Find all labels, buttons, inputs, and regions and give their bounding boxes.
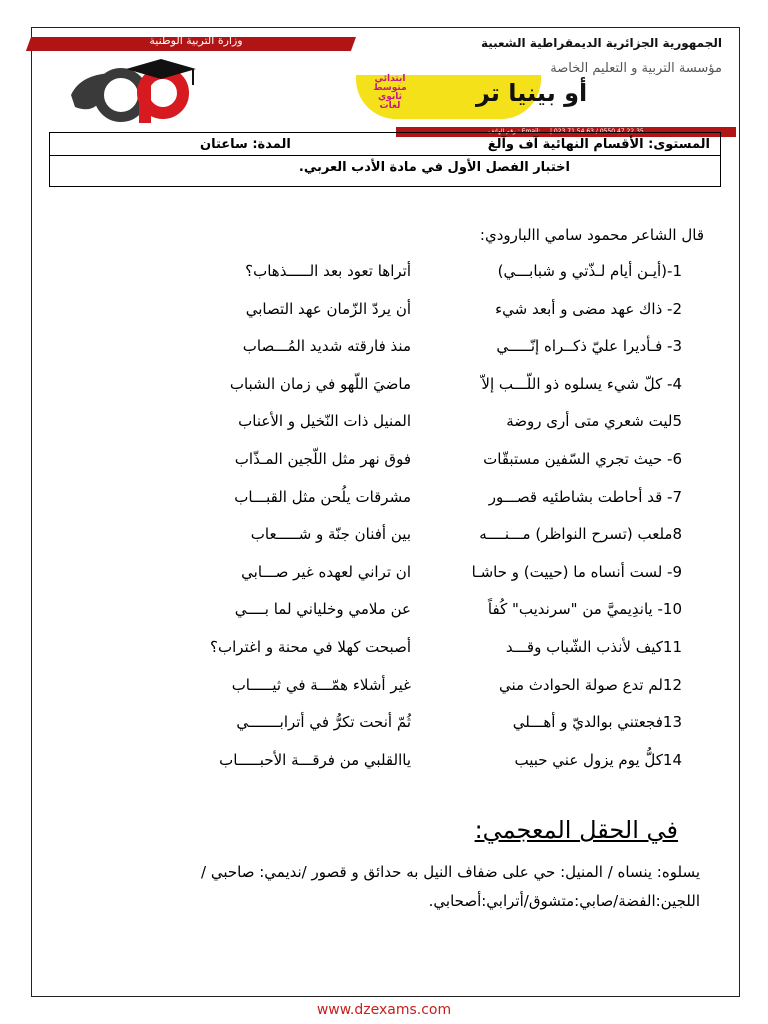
exam-title: اختبار الفصل الأول في مادة الأدب العربي. — [298, 160, 570, 175]
brand-level: لغات — [379, 101, 401, 111]
verse-second-hemistich: أصبحت كهلا في محنة و اغتراب؟ — [210, 638, 411, 656]
verse-first-hemistich: 7- قد أحاطت بشاطئيه قصـــور — [488, 487, 682, 506]
verse-row — [0, 300, 768, 334]
republic-label: الجمهورية الجزائرية الديمقراطية الشعبية — [480, 36, 722, 50]
verse-first-hemistich: 10- ياندِيميَّ من "سرنديب" كُفاً — [487, 600, 682, 619]
document-header — [31, 27, 738, 135]
lexical-field-text: يسلوه: ينساه / المنيل: حي على ضفاف النيل به حدائق و قصور /نديمي: صاحبي /اللجين:الفضة/صابي:متشوق/أترابي:أصحابي. — [201, 863, 700, 910]
verse-first-hemistich: 13فجعتني بوالديّ و أهـــلي — [512, 713, 682, 732]
verse-second-hemistich: المنيل ذات النّخيل و الأعناب — [238, 412, 411, 431]
brand-level: ثانوي — [377, 92, 403, 102]
header-top-strip — [31, 31, 738, 51]
verse-first-hemistich: 3- فـأديرا عليّ ذكــراه إنّـــــي — [496, 337, 682, 356]
verse-second-hemistich: عن ملامي وخلياني لما بــــي — [234, 600, 411, 619]
verse-row — [0, 600, 768, 634]
verse-second-hemistich: بين أفنان جنّة و شـــــعاب — [250, 525, 411, 544]
duration-label: المدة: ساعتان — [200, 137, 291, 152]
brand-levels — [364, 75, 416, 111]
verse-first-hemistich: 2- ذاك عهد مضى و أبعد شيء — [495, 299, 682, 318]
verse-first-hemistich: 12لم تدع صولة الحوادث مني — [498, 675, 682, 694]
verse-first-hemistich: 4- كلّ شيء يسلوه ذو اللّـــب إلاّ — [481, 374, 682, 393]
verse-row — [0, 676, 768, 710]
verse-first-hemistich: 11كيف لأنذب الشّباب وقـــد — [505, 638, 682, 656]
verse-row — [0, 638, 768, 672]
lexical-field-title: في الحقل المعجمي: — [474, 816, 678, 844]
verse-row — [0, 375, 768, 409]
verse-row — [0, 751, 768, 785]
verse-second-hemistich: أن يردّ الزّمان عهد التصابي — [245, 299, 411, 318]
verse-row — [0, 450, 768, 484]
exam-info-row — [50, 133, 720, 156]
verse-second-hemistich: فوق نهر مثل اللّجين المـذّاب — [234, 450, 411, 468]
verse-first-hemistich: 1-(أيـن أيام لـذّتي و شبابـــي) — [497, 262, 682, 280]
verse-first-hemistich: 5ليت شعري متى أرى روضة — [506, 412, 682, 431]
exam-info-box — [49, 132, 721, 187]
footer-url: www.dzexams.com — [316, 1002, 452, 1018]
verse-first-hemistich: 8ملعب (تسرح النواظر) مـــنــــه — [479, 525, 682, 544]
verse-row — [0, 412, 768, 446]
verse-second-hemistich: مشرقات يلُحن مثل القبـــاب — [234, 487, 411, 506]
verse-row — [0, 337, 768, 371]
verse-second-hemistich: أتراها تعود بعد الـــــذهاب؟ — [245, 262, 411, 280]
institution-label: مؤسسة التربية و التعليم الخاصة — [550, 61, 722, 76]
verse-row — [0, 262, 768, 296]
level-label: المستوى: الأقسام النهائية آف وآلغ — [487, 137, 710, 152]
verse-first-hemistich: 14كلُّ يوم يزول عني حبيب — [514, 750, 682, 769]
verse-second-hemistich: غير أشلاء همّـــة في ثيـــــاب — [231, 675, 411, 694]
verse-row — [0, 563, 768, 597]
verse-second-hemistich: ثُمّ أنحت تكرُّ في أترابـــــــي — [236, 713, 411, 732]
verse-first-hemistich: 9- لست أنساه ما (حييت) و حاشـا — [471, 562, 682, 581]
verse-second-hemistich: ماضيَ اللّهو في زمان الشباب — [229, 374, 411, 393]
verse-row — [0, 525, 768, 559]
contact-bar: Email: ... | 023 71 54 63 / 0550 47 22 35 : رقم الهاتف — [396, 127, 736, 137]
brand-level: ابتدائي — [374, 74, 406, 84]
verse-row — [0, 488, 768, 522]
brand-level: متوسط — [373, 83, 407, 93]
verse-second-hemistich: ياالقلبي من فرقـــة الأحبـــــاب — [219, 750, 411, 769]
poem-intro: قال الشاعر محمود سامي االبارودي: — [479, 226, 704, 244]
verse-row — [0, 713, 768, 747]
verse-first-hemistich: 6- حيث تجري السّفين مستبقّات — [483, 450, 682, 468]
verse-second-hemistich: ان تراني لعهده غير صـــابي — [241, 562, 411, 581]
ministry-label: وزارة التربية الوطنية — [149, 34, 243, 47]
brand-badge — [356, 74, 588, 119]
verse-second-hemistich: منذ فارقته شديد المُـــصاب — [242, 337, 411, 356]
school-logo-icon — [61, 55, 211, 125]
brand-name: أو بينيا تر — [476, 79, 588, 107]
